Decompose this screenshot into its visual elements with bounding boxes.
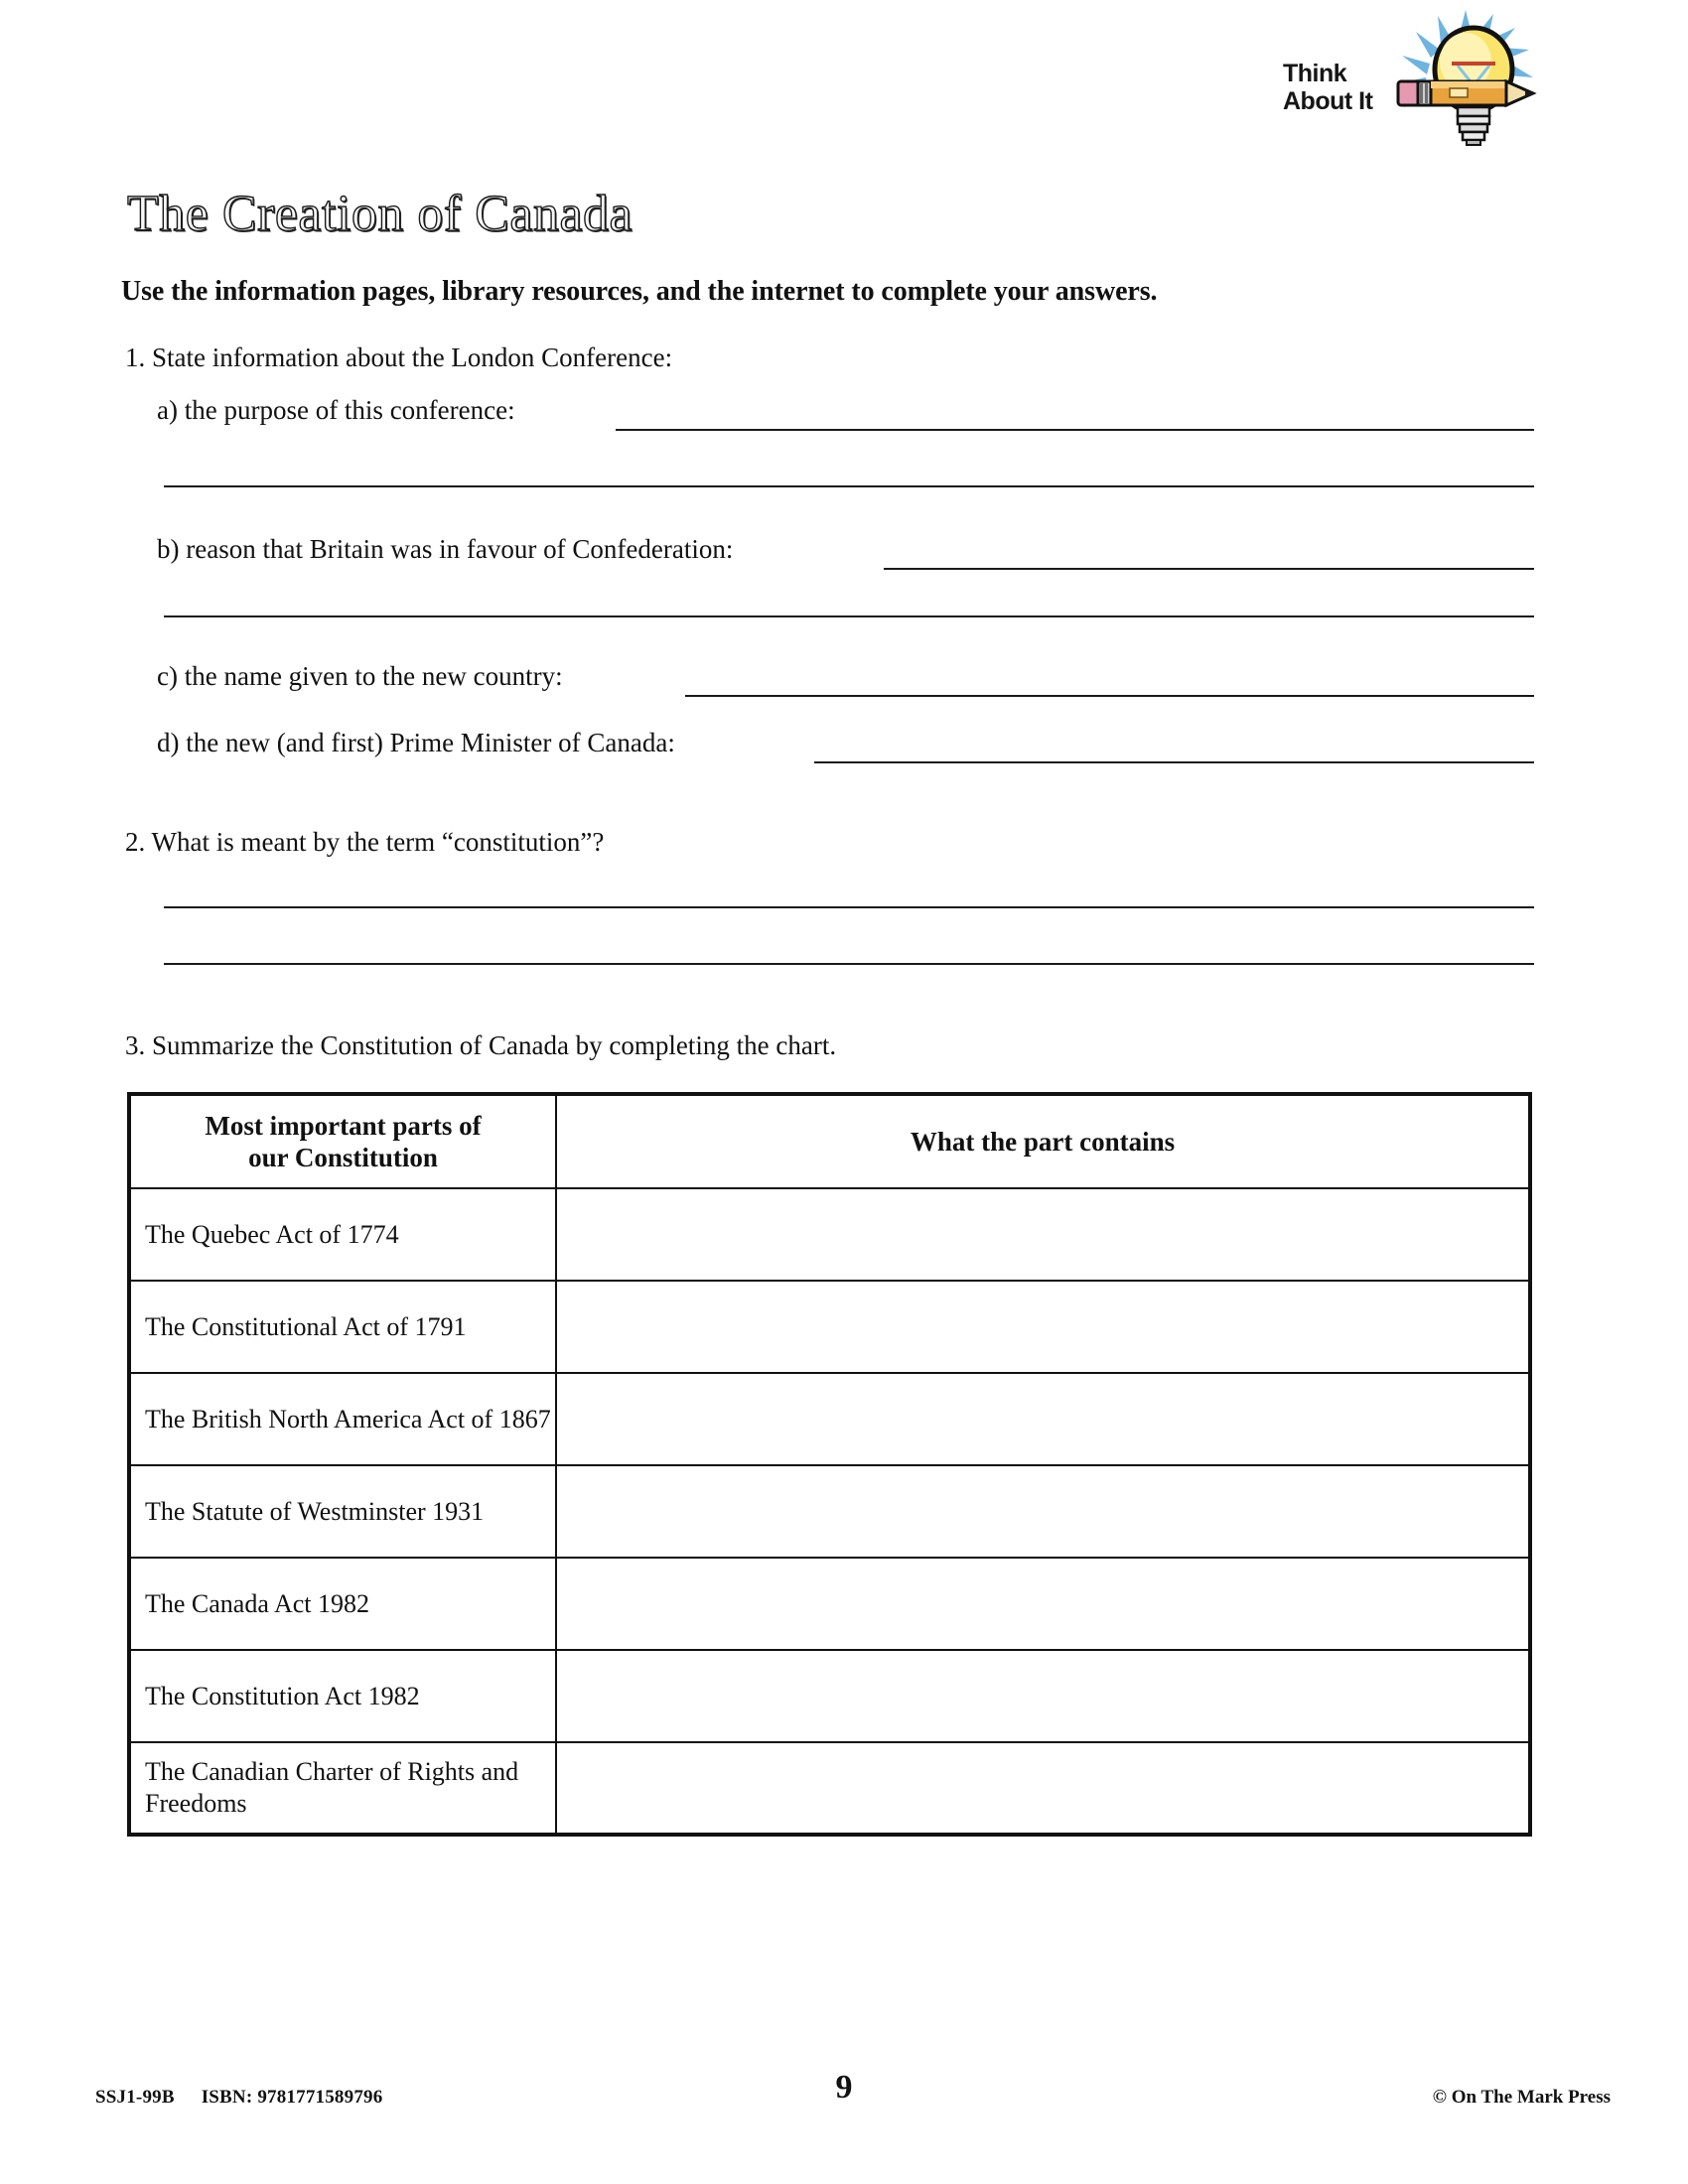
answer-line-1d-1[interactable] — [814, 761, 1534, 763]
footer-copyright: © On The Mark Press — [1432, 2087, 1611, 2108]
row-answer-cell[interactable] — [556, 1188, 1530, 1281]
question-1a-label: a) the purpose of this conference: — [157, 395, 515, 425]
page-footer — [0, 2069, 1688, 2122]
row-answer-cell[interactable] — [556, 1650, 1530, 1742]
column-header-parts-line2: our Constitution — [248, 1143, 438, 1172]
answer-line-1b-1[interactable] — [884, 568, 1534, 570]
table-row — [129, 1281, 1530, 1373]
question-3-text: 3. Summarize the Constitution of Canada by completing the chart. — [125, 1030, 837, 1060]
question-1b-label: b) reason that Britain was in favour of Confederation: — [157, 534, 734, 564]
table-row — [129, 1465, 1530, 1558]
table-row — [129, 1742, 1530, 1835]
answer-line-1c-1[interactable] — [685, 695, 1534, 697]
table-row — [129, 1558, 1530, 1650]
answer-line-2-2[interactable] — [164, 963, 1534, 965]
answer-line-1a-1[interactable] — [616, 429, 1534, 431]
row-part-label: The Constitutional Act of 1791 — [129, 1281, 556, 1373]
constitution-chart-wrapper — [127, 1092, 1532, 1837]
column-header-parts — [129, 1094, 556, 1188]
row-answer-cell[interactable] — [556, 1281, 1530, 1373]
pencil-icon — [1398, 81, 1533, 105]
logo-text-line1: Think — [1283, 60, 1347, 87]
table-body — [129, 1188, 1530, 1835]
logo-text-line2: About It — [1283, 87, 1373, 115]
column-header-contains: What the part contains — [556, 1094, 1530, 1188]
row-part-label: The Statute of Westminster 1931 — [129, 1465, 556, 1558]
row-part-label: The Canada Act 1982 — [129, 1558, 556, 1650]
table-row — [129, 1188, 1530, 1281]
think-about-it-logo — [1283, 8, 1541, 147]
column-header-parts-line1: Most important parts of — [205, 1111, 482, 1141]
page-title: The Creation of Canada — [127, 186, 633, 242]
row-answer-cell[interactable] — [556, 1558, 1530, 1650]
bulb-base-icon — [1458, 107, 1489, 145]
footer-product-code: SSJ1-99B — [95, 2087, 175, 2108]
row-part-label: The Canadian Charter of Rights and Freedoms — [129, 1742, 556, 1835]
page-number: 9 — [835, 2069, 853, 2106]
question-2-text: 2. What is meant by the term “constitution”? — [125, 827, 605, 857]
row-part-label: The British North America Act of 1867 — [129, 1373, 556, 1465]
answer-line-1a-2[interactable] — [164, 485, 1534, 487]
constitution-chart-table — [127, 1092, 1532, 1837]
row-part-label: The Constitution Act 1982 — [129, 1650, 556, 1742]
row-answer-cell[interactable] — [556, 1373, 1530, 1465]
row-answer-cell[interactable] — [556, 1742, 1530, 1835]
answer-line-1b-2[interactable] — [164, 615, 1534, 617]
row-part-label: The Quebec Act of 1774 — [129, 1188, 556, 1281]
footer-isbn: ISBN: 9781771589796 — [201, 2087, 383, 2108]
question-1-text: 1. State information about the London Conference: — [125, 342, 673, 372]
table-header-row — [129, 1094, 1530, 1188]
row-answer-cell[interactable] — [556, 1465, 1530, 1558]
lightbulb-pencil-icon — [1390, 8, 1541, 147]
table-row — [129, 1373, 1530, 1465]
answer-line-2-1[interactable] — [164, 906, 1534, 908]
question-1d-label: d) the new (and first) Prime Minister of Canada: — [157, 728, 675, 757]
question-1c-label: c) the name given to the new country: — [157, 661, 563, 691]
instruction-text: Use the information pages, library resources, and the internet to complete your answers. — [121, 276, 1158, 307]
table-row — [129, 1650, 1530, 1742]
